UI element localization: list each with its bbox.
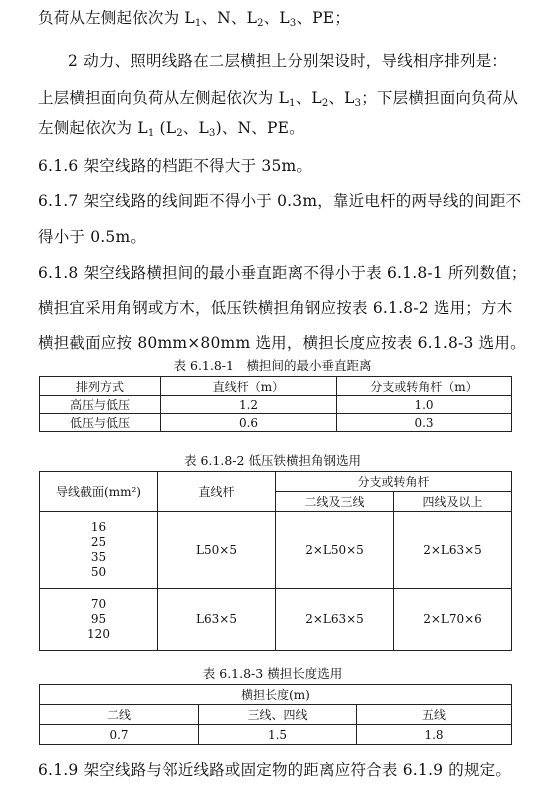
table2-header-two-three: 二线及三线 — [276, 492, 394, 512]
body-line-8: 6.1.8 架空线路横担间的最小垂直距离不得小于表 6.1.8-1 所列数值； — [38, 264, 527, 282]
table3 — [39, 684, 512, 745]
table-cell: 2×L50×5 — [276, 512, 394, 588]
table3-col-five: 五线 — [357, 705, 512, 725]
table-cell: 2×L63×5 — [276, 588, 394, 650]
section-value: 120 — [87, 626, 110, 641]
table-cell: 高压与低压 — [40, 396, 161, 414]
table2-header-straight: 直线杆 — [158, 472, 276, 512]
table-row — [40, 396, 512, 414]
table3-col-three-four: 三线、四线 — [199, 705, 357, 725]
body-line-9: 横担宜采用角钢或方木，低压铁横担角钢应按表 6.1.8-2 选用；方木 — [38, 299, 513, 317]
table2-header-section: 导线截面(mm²) — [40, 472, 158, 512]
table-row — [40, 414, 512, 432]
table-cell: 1.0 — [337, 396, 512, 414]
table-cell: 1.8 — [357, 725, 512, 745]
table-cell: 1.2 — [161, 396, 337, 414]
section-value: 35 — [90, 549, 107, 564]
table1-header-arrangement: 排列方式 — [40, 377, 161, 396]
table-cell: 0.6 — [161, 414, 337, 432]
body-line-4: 左侧起依次为 $L_1$ ($L_2$、$L_3$)、N、PE。 — [38, 119, 305, 139]
table-row — [40, 512, 512, 588]
body-line-7: 得小于 0.5m。 — [38, 228, 147, 246]
body-line-10: 横担截面应按 80mm×80mm 选用，横担长度应按表 6.1.8-3 选用。 — [38, 334, 526, 352]
table-row — [40, 725, 512, 745]
table2-sections-cell — [40, 588, 158, 650]
table3-col-two: 二线 — [40, 705, 199, 725]
table-cell: 2×L70×6 — [394, 588, 512, 650]
table1-caption: 表 6.1.8-1 横担间的最小垂直距离 — [173, 358, 372, 373]
body-line-1: 负荷从左侧起依次为 $L_1$、N、$L_2$、$L_3$、PE； — [38, 9, 351, 29]
section-value: 25 — [90, 534, 107, 549]
section-value: 50 — [90, 564, 107, 579]
table-cell: 0.7 — [40, 725, 199, 745]
table-cell: 0.3 — [337, 414, 512, 432]
table1-header-straight: 直线杆（m） — [161, 377, 337, 396]
section-value: 95 — [90, 611, 107, 626]
section-value: 16 — [90, 519, 107, 534]
table2-sections-cell — [40, 512, 158, 588]
table2-header-four-up: 四线及以上 — [394, 492, 512, 512]
table2-header-branch: 分支或转角杆 — [276, 472, 512, 492]
table3-caption: 表 6.1.8-3 横担长度选用 — [202, 666, 343, 681]
table2 — [39, 471, 512, 651]
body-line-11: 6.1.9 架空线路与邻近线路或固定物的距离应符合表 6.1.9 的规定。 — [38, 761, 512, 779]
table-row — [40, 588, 512, 650]
body-line-6: 6.1.7 架空线路的线间距不得小于 0.3m，靠近电杆的两导线的间距不 — [38, 192, 522, 210]
table3-header: 横担长度(m) — [40, 685, 512, 705]
body-line-5: 6.1.6 架空线路的档距不得大于 35m。 — [38, 157, 313, 175]
table2-caption: 表 6.1.8-2 低压铁横担角钢选用 — [184, 453, 361, 468]
body-line-2: 2 动力、照明线路在二层横担上分别架设时，导线相序排列是： — [68, 52, 508, 70]
table-cell: L50×5 — [158, 512, 276, 588]
table1-header-branch: 分支或转角杆（m） — [337, 377, 512, 396]
section-value: 70 — [90, 596, 107, 611]
table-cell: L63×5 — [158, 588, 276, 650]
body-line-3: 上层横担面向负荷从左侧起依次为 $L_1$、$L_2$、$L_3$；下层横担面向负荷从 — [38, 89, 519, 109]
table-cell: 1.5 — [199, 725, 357, 745]
table-cell: 低压与低压 — [40, 414, 161, 432]
table1 — [39, 376, 512, 432]
table-cell: 2×L63×5 — [394, 512, 512, 588]
